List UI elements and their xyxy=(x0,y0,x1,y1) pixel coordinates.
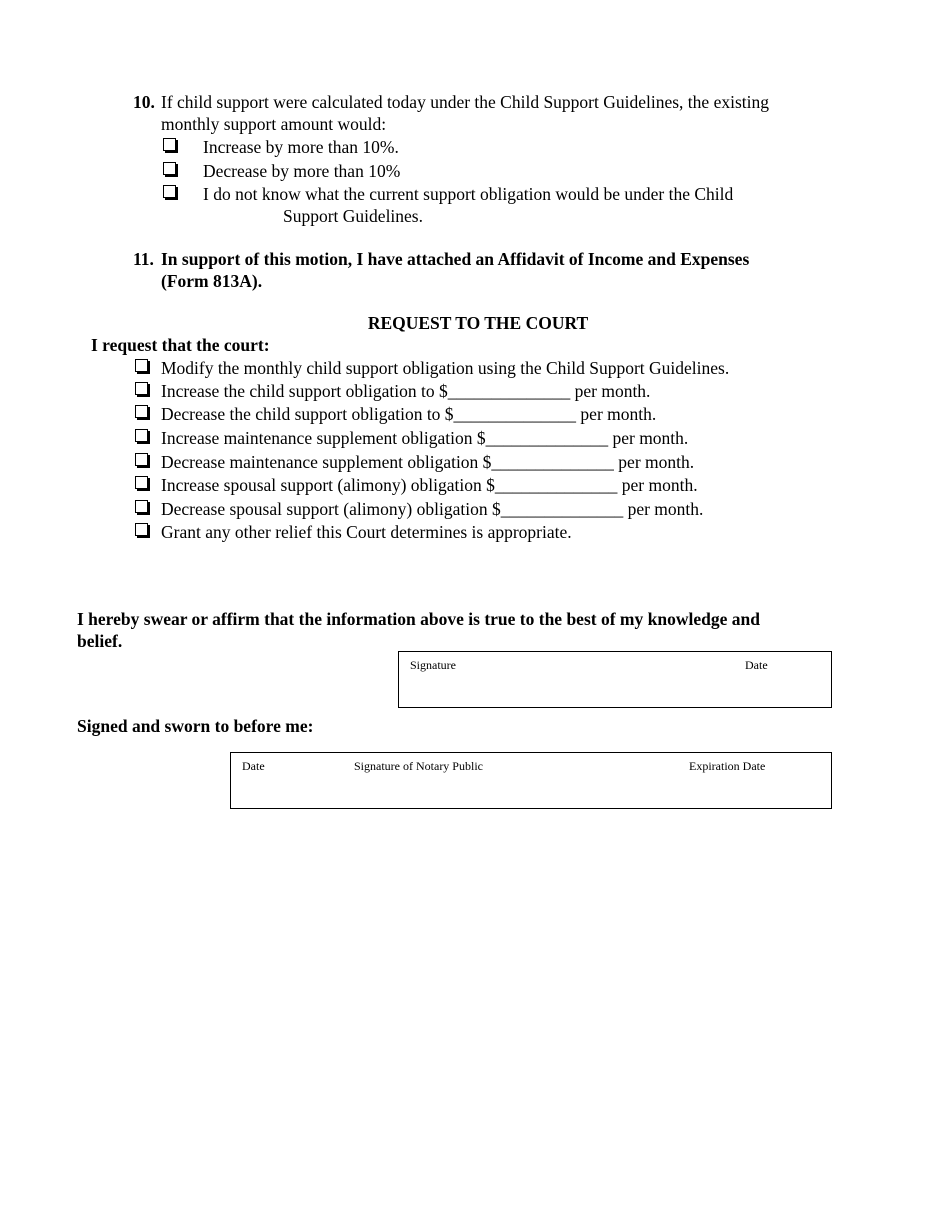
signature-label: Signature xyxy=(410,658,456,672)
request-item-checkbox[interactable] xyxy=(135,500,148,513)
request-item-checkbox[interactable] xyxy=(135,382,148,395)
option-increase-10-label: Increase by more than 10%. xyxy=(203,137,399,157)
question-11-text-line2: (Form 813A). xyxy=(161,271,263,291)
request-item-checkbox[interactable] xyxy=(135,405,148,418)
question-11-number: 11. xyxy=(133,249,154,269)
option-decrease-10-label: Decrease by more than 10% xyxy=(203,161,401,181)
signature-date-label: Date xyxy=(745,658,768,672)
request-intro: I request that the court: xyxy=(91,335,270,355)
notary-expiration-label: Expiration Date xyxy=(689,759,766,773)
option-decrease-10-checkbox[interactable] xyxy=(163,162,176,175)
request-item-label: Grant any other relief this Court determines is appropriate. xyxy=(161,522,572,542)
request-item-label: Increase spousal support (alimony) obligation $______________ per month. xyxy=(161,475,698,495)
notary-box[interactable] xyxy=(230,752,832,809)
request-item-label: Decrease the child support obligation to $______________ per month. xyxy=(161,404,657,424)
request-item-label: Decrease spousal support (alimony) obligation $______________ per month. xyxy=(161,499,704,519)
question-10-text-line1: If child support were calculated today under the Child Support Guidelines, the existing xyxy=(161,92,769,112)
notary-signature-label: Signature of Notary Public xyxy=(354,759,483,773)
request-item-label: Modify the monthly child support obligation using the Child Support Guidelines. xyxy=(161,358,730,378)
question-10-number: 10. xyxy=(133,92,155,112)
option-increase-10-checkbox[interactable] xyxy=(163,138,176,151)
request-item-checkbox[interactable] xyxy=(135,476,148,489)
option-unknown-checkbox[interactable] xyxy=(163,185,176,198)
request-item-checkbox[interactable] xyxy=(135,453,148,466)
request-item-label: Decrease maintenance supplement obligation $______________ per month. xyxy=(161,452,695,472)
request-item-checkbox[interactable] xyxy=(135,359,148,372)
signature-box[interactable] xyxy=(398,651,832,708)
sworn-heading: Signed and sworn to before me: xyxy=(77,716,314,736)
option-unknown-label-cont: Support Guidelines. xyxy=(283,206,423,226)
affirmation-line1: I hereby swear or affirm that the information above is true to the best of my knowledge and xyxy=(77,609,760,629)
question-11-text-line1: In support of this motion, I have attached an Affidavit of Income and Expenses xyxy=(161,249,750,269)
notary-date-label: Date xyxy=(242,759,265,773)
request-item-checkbox[interactable] xyxy=(135,429,148,442)
request-item-label: Increase the child support obligation to $______________ per month. xyxy=(161,381,651,401)
option-unknown-label: I do not know what the current support obligation would be under the Child xyxy=(203,184,734,204)
request-item-checkbox[interactable] xyxy=(135,523,148,536)
question-10-text-line2: monthly support amount would: xyxy=(161,114,387,134)
affirmation-line2: belief. xyxy=(77,631,123,651)
request-heading: REQUEST TO THE COURT xyxy=(367,313,589,333)
request-item-label: Increase maintenance supplement obligation $______________ per month. xyxy=(161,428,689,448)
